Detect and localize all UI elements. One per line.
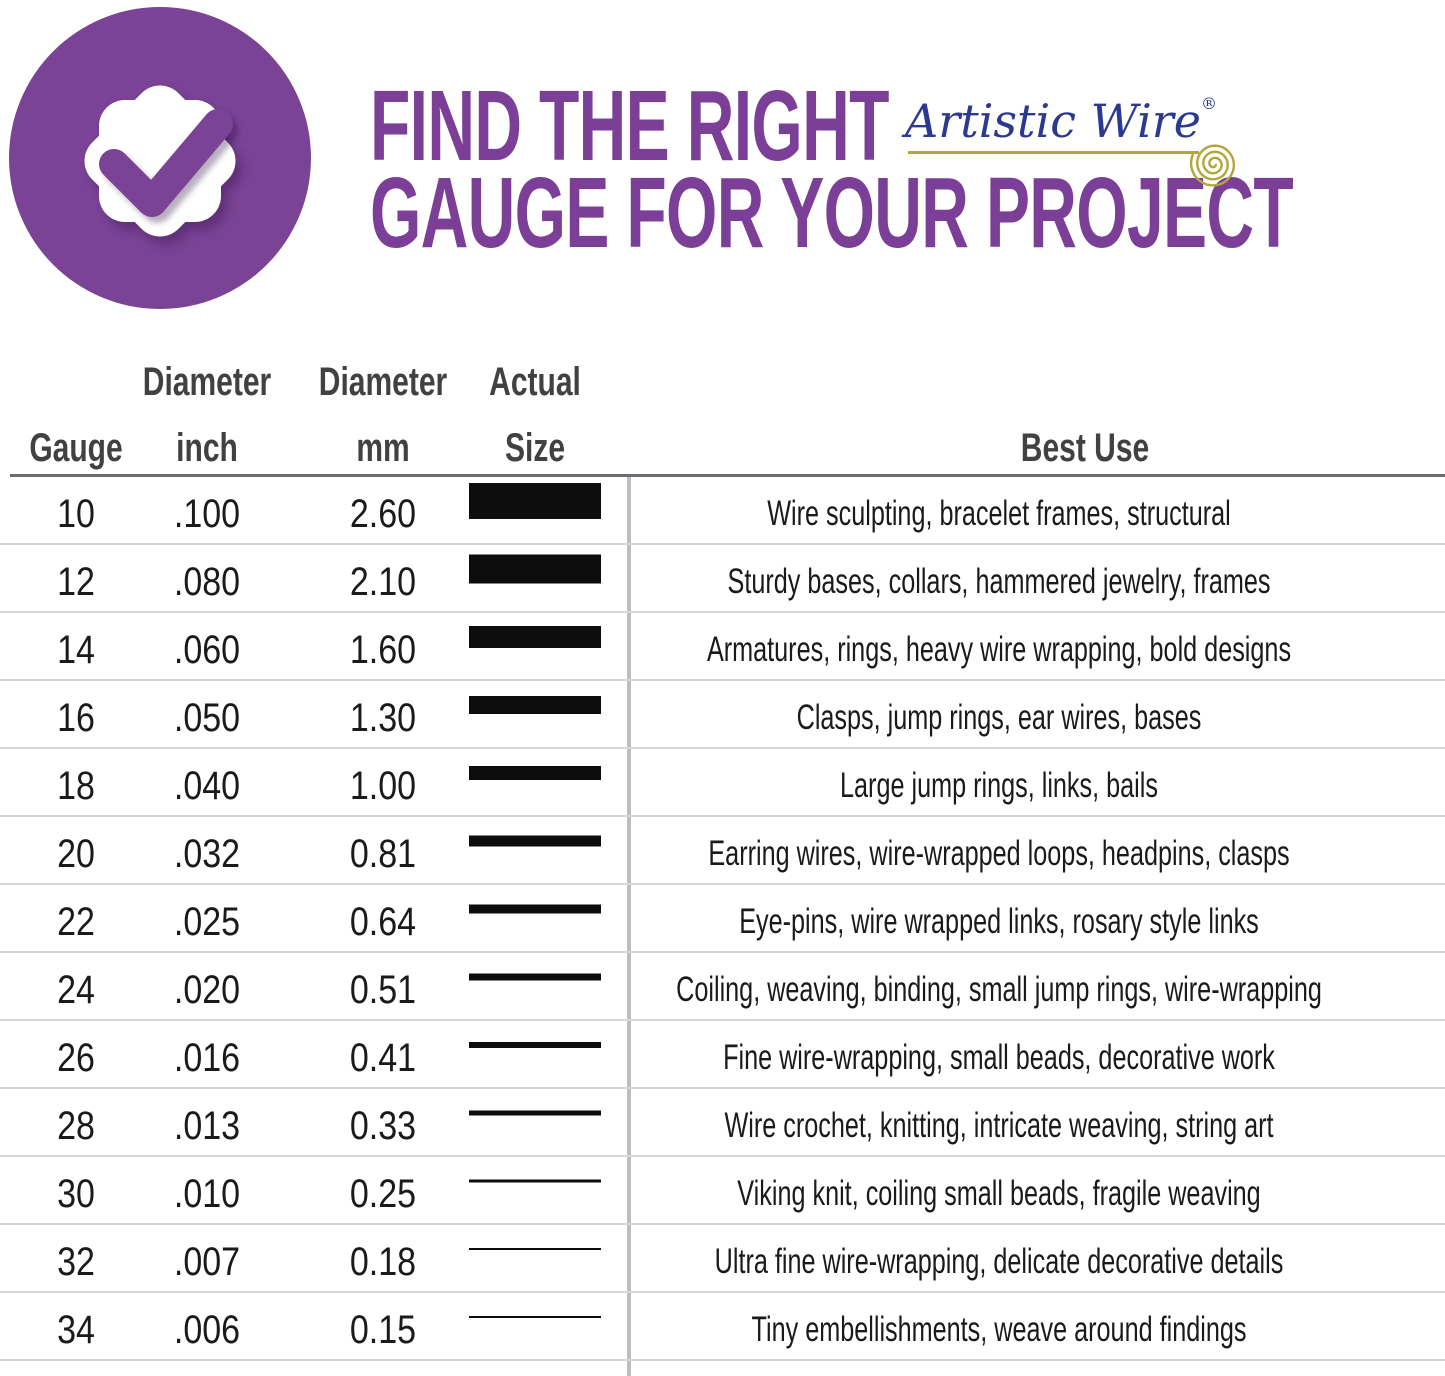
diameter-inch-value: .007 bbox=[173, 1240, 241, 1284]
best-use-text: Coiling, weaving, binding, small jump rings, wire-wrapping bbox=[676, 969, 1322, 1009]
actual-size-bar bbox=[469, 766, 601, 780]
diameter-mm-value: 0.51 bbox=[349, 968, 417, 1012]
registered-trademark-mark: ® bbox=[1201, 94, 1217, 113]
table-row bbox=[0, 749, 1445, 817]
best-use-text: Armatures, rings, heavy wire wrapping, bold designs bbox=[706, 629, 1292, 669]
diameter-inch-value: .010 bbox=[173, 1172, 241, 1216]
diameter-mm-value: 0.15 bbox=[349, 1308, 417, 1352]
diameter-inch-value: .050 bbox=[173, 696, 241, 740]
diameter-inch-value: .040 bbox=[173, 764, 241, 808]
diameter-mm-value: 0.41 bbox=[349, 1036, 417, 1080]
gauge-value: 12 bbox=[57, 560, 95, 604]
table-row bbox=[0, 1021, 1445, 1089]
header-gauge: Gauge bbox=[29, 426, 123, 470]
gauge-value: 28 bbox=[57, 1104, 95, 1148]
actual-size-bar bbox=[469, 483, 601, 519]
diameter-mm-value: 2.60 bbox=[349, 492, 417, 536]
best-use-text: Earring wires, wire-wrapped loops, headpins, clasps bbox=[708, 833, 1290, 873]
actual-size-bar bbox=[469, 1042, 601, 1048]
table-row bbox=[0, 545, 1445, 613]
actual-size-bar bbox=[469, 974, 601, 981]
table-row bbox=[0, 1225, 1445, 1293]
header-best-use: Best Use bbox=[1020, 426, 1150, 470]
brand-name: Artistic Wire bbox=[905, 94, 1201, 148]
actual-size-bar bbox=[469, 1316, 601, 1318]
gauge-value: 30 bbox=[57, 1172, 95, 1216]
diameter-inch-value: .016 bbox=[173, 1036, 241, 1080]
table-body bbox=[0, 477, 1445, 1361]
header-size: Size bbox=[504, 426, 566, 470]
header-actual-top: Actual bbox=[489, 360, 581, 404]
table-row bbox=[0, 613, 1445, 681]
actual-size-bar bbox=[469, 696, 601, 714]
actual-size-bar bbox=[469, 836, 601, 847]
best-use-text: Viking knit, coiling small beads, fragile weaving bbox=[737, 1173, 1261, 1213]
table-row bbox=[0, 1157, 1445, 1225]
diameter-inch-value: .100 bbox=[173, 492, 241, 536]
diameter-inch-value: .060 bbox=[173, 628, 241, 672]
header-diameter-inch-top: Diameter bbox=[142, 360, 272, 404]
actual-size-bar bbox=[469, 905, 601, 914]
best-use-text: Large jump rings, links, bails bbox=[840, 765, 1158, 805]
actual-size-bar bbox=[469, 1111, 601, 1116]
table-row bbox=[0, 681, 1445, 749]
best-use-text: Wire crochet, knitting, intricate weaving, string art bbox=[724, 1105, 1274, 1145]
best-use-text: Wire sculpting, bracelet frames, structural bbox=[767, 493, 1231, 533]
actual-size-bar bbox=[469, 1248, 601, 1250]
diameter-mm-value: 0.64 bbox=[349, 900, 417, 944]
diameter-inch-value: .080 bbox=[173, 560, 241, 604]
gauge-value: 22 bbox=[57, 900, 95, 944]
actual-size-bar bbox=[469, 1180, 601, 1183]
title-line-1: FIND THE RIGHT bbox=[370, 70, 889, 182]
table-row bbox=[0, 885, 1445, 953]
gauge-value: 14 bbox=[57, 628, 95, 672]
diameter-inch-value: .032 bbox=[173, 832, 241, 876]
gauge-value: 24 bbox=[57, 968, 95, 1012]
gauge-value: 18 bbox=[57, 764, 95, 808]
table-row bbox=[0, 1293, 1445, 1361]
actual-size-bar bbox=[469, 626, 601, 648]
header-diameter-mm-top: Diameter bbox=[318, 360, 448, 404]
gauge-value: 16 bbox=[57, 696, 95, 740]
gauge-value: 32 bbox=[57, 1240, 95, 1284]
diameter-inch-value: .025 bbox=[173, 900, 241, 944]
diameter-inch-value: .006 bbox=[173, 1308, 241, 1352]
diameter-mm-value: 2.10 bbox=[349, 560, 417, 604]
gauge-value: 26 bbox=[57, 1036, 95, 1080]
table-row bbox=[0, 817, 1445, 885]
diameter-mm-value: 1.60 bbox=[349, 628, 417, 672]
diameter-mm-value: 0.18 bbox=[349, 1240, 417, 1284]
diameter-mm-value: 0.25 bbox=[349, 1172, 417, 1216]
title-line-2: GAUGE FOR YOUR PROJECT bbox=[370, 157, 1294, 269]
diameter-inch-value: .013 bbox=[173, 1104, 241, 1148]
best-use-text: Eye-pins, wire wrapped links, rosary style links bbox=[739, 901, 1259, 941]
gauge-value: 34 bbox=[57, 1308, 95, 1352]
diameter-mm-value: 0.81 bbox=[349, 832, 417, 876]
best-use-text: Fine wire-wrapping, small beads, decorative work bbox=[723, 1037, 1275, 1077]
table-row bbox=[0, 1089, 1445, 1157]
diameter-inch-value: .020 bbox=[173, 968, 241, 1012]
best-use-text: Ultra fine wire-wrapping, delicate decorative details bbox=[714, 1241, 1284, 1281]
actual-size-bar bbox=[469, 555, 601, 584]
header-inch: inch bbox=[176, 426, 238, 470]
best-use-text: Sturdy bases, collars, hammered jewelry, frames bbox=[727, 561, 1271, 601]
best-use-text: Tiny embellishments, weave around findings bbox=[751, 1309, 1247, 1349]
table-header bbox=[0, 0, 1445, 477]
diameter-mm-value: 1.00 bbox=[349, 764, 417, 808]
gauge-value: 20 bbox=[57, 832, 95, 876]
best-use-text: Clasps, jump rings, ear wires, bases bbox=[796, 697, 1202, 737]
table-row bbox=[0, 477, 1445, 545]
table-row bbox=[0, 953, 1445, 1021]
diameter-mm-value: 1.30 bbox=[349, 696, 417, 740]
gauge-value: 10 bbox=[57, 492, 95, 536]
header-mm: mm bbox=[356, 426, 410, 470]
diameter-mm-value: 0.33 bbox=[349, 1104, 417, 1148]
